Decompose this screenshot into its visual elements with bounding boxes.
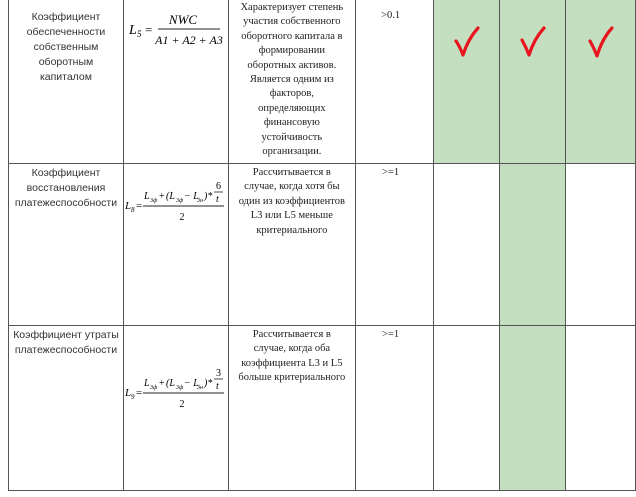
formula-l9 [124,326,228,416]
name-line: Коэффициент [31,11,101,23]
name-line: восстановления [26,182,106,194]
description-line: оборотного капитала в [241,30,343,42]
svg-text:=: = [144,22,153,37]
formula-sub: 3ф [149,385,158,391]
check-cell [566,164,636,326]
check-mark-icon [586,25,616,61]
formula-l8 [124,164,228,234]
check-cell [500,326,566,491]
formula-term: (L [165,191,175,202]
norm-cell [355,326,434,491]
check-mark-icon [518,25,548,61]
check-mark-icon [452,25,482,61]
check-cell [434,326,500,491]
svg-text:=: = [135,200,143,212]
formula-denominator: 2 [179,212,185,223]
norm-value: >=1 [382,329,400,340]
description-line: Рассчитывается в [252,329,331,340]
name-line: собственным [33,41,99,53]
formula-frac-bottom: t [215,194,219,205]
check-cell [434,0,500,164]
check-cell [500,164,566,326]
formula-cell [123,0,228,164]
formula-cell [123,326,228,491]
description-line: больше критериального [238,372,346,384]
description-line: оборотных активов. [247,59,337,71]
formula-denominator: A1 + A2 + A3 [155,33,223,47]
formula-denominator: 2 [179,399,185,410]
name-line: платежеспособности [14,344,118,356]
ratios-table [8,0,636,491]
description-line: организации. [262,146,322,158]
formula-lhs-sub: 9 [130,393,135,401]
description-cell [228,0,355,164]
table-row [9,326,636,491]
norm-value: >=1 [382,167,400,178]
formula-lhs: L [124,200,132,212]
formula-frac-top: 3 [215,368,221,379]
formula-term: L [143,191,150,202]
formula-lhs: L [128,23,137,38]
norm-cell [355,164,434,326]
formula-sub: 3н [196,198,203,204]
table-row [9,0,636,164]
description-line: случае, когда оба [253,343,331,355]
svg-text:=: = [135,387,143,399]
description-line: случае, когда хотя бы [244,181,340,193]
name-cell [9,0,124,164]
description-line: Характеризует степень [240,2,344,13]
formula-sub: 3н [196,385,203,391]
description-line: Рассчитывается в [252,167,331,178]
name-line: платежеспособности [14,197,118,209]
description-line: финансовую [263,117,320,129]
description-line: Является одним из [249,74,334,86]
formula-lhs: L [124,387,132,399]
name-cell [9,326,124,491]
check-cell [434,164,500,326]
description-line: формировании [258,45,325,57]
norm-cell [355,0,434,164]
formula-term: )* [203,191,213,202]
formula-lhs-sub: 5 [136,29,142,39]
formula-sub: 3ф [149,198,158,204]
name-line: капиталом [39,71,92,83]
description-line: участия собственного [243,16,341,28]
formula-sub: 3ф [175,198,184,204]
check-cell [566,0,636,164]
formula-term: − L [183,378,199,389]
description-cell [228,326,355,491]
table-row [9,164,636,326]
description-line: устойчивость [261,131,323,143]
formula-term: (L [165,378,175,389]
description-line: определяющих [258,102,326,114]
formula-lhs-sub: 8 [130,206,135,214]
description-cell [228,164,355,326]
name-cell [9,164,124,326]
description-line: критериального [256,224,328,236]
description-line: факторов, [269,88,314,100]
formula-l5 [124,0,228,51]
check-cell [500,0,566,164]
name-line: Коэффициент утраты [13,329,119,341]
formula-term: )* [203,378,213,389]
formula-frac-bottom: t [215,381,219,392]
formula-term: L [143,378,150,389]
svg-text:+: + [158,378,165,389]
norm-value: >0.1 [381,10,401,21]
formula-cell [123,164,228,326]
check-cell [566,326,636,491]
formula-numerator: NWC [168,12,198,27]
formula-term: − L [183,191,199,202]
name-line: Коэффициент [31,167,101,179]
name-line: оборотным [38,56,94,68]
svg-text:+: + [158,191,165,202]
description-line: один из коэффициентов [238,195,345,207]
formula-frac-top: 6 [215,181,221,192]
description-line: коэффициента L3 и L5 [241,357,343,369]
description-line: L3 или L5 меньше [250,210,333,222]
name-line: обеспеченности [26,26,106,38]
formula-sub: 3ф [175,385,184,391]
